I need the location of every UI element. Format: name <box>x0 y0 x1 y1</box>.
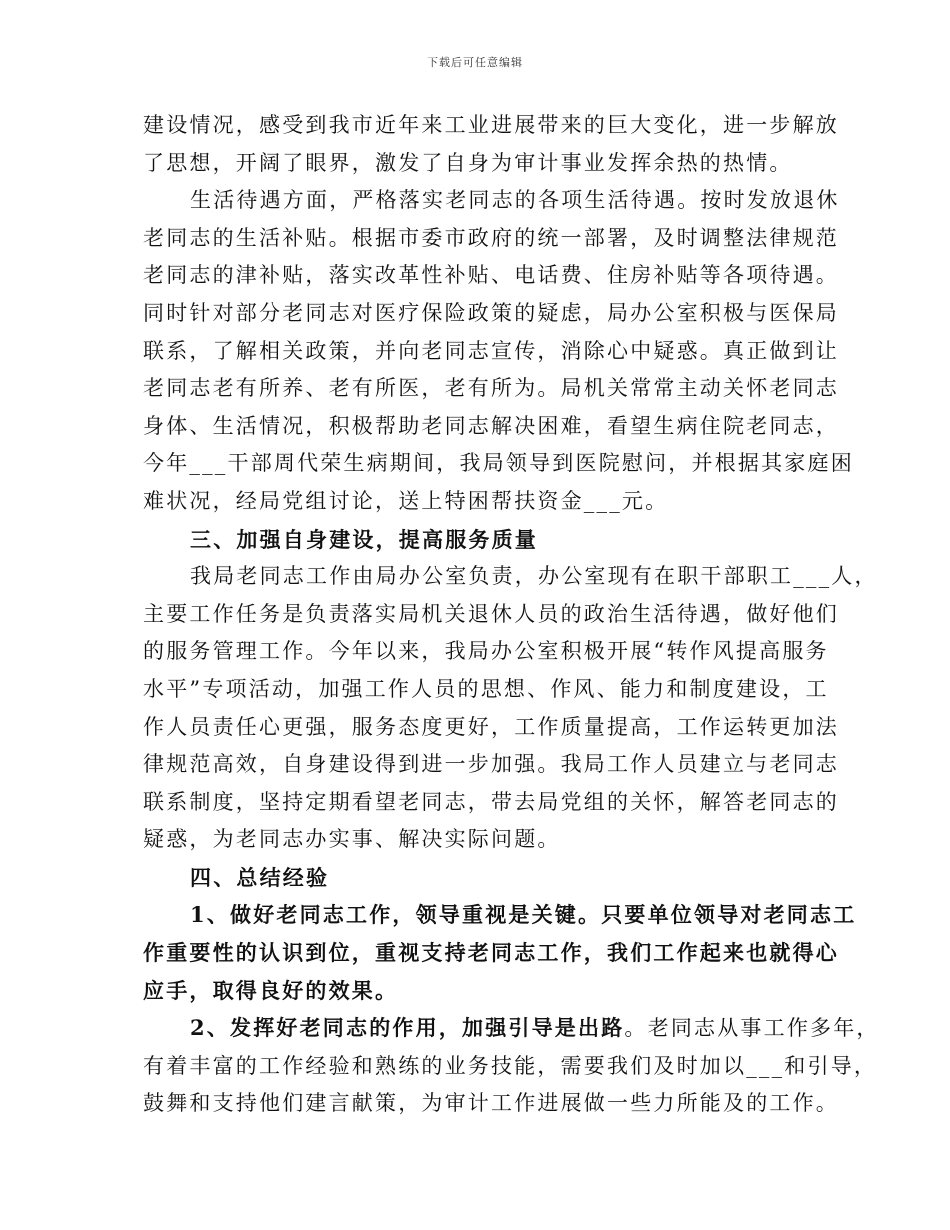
paragraph-experience-2 <box>143 1009 880 1123</box>
paragraph-living-benefits <box>143 182 854 520</box>
text-line: 今年___干部周代荣生病期间，我局领导到医院慰问，并根据其家庭困 <box>143 451 854 476</box>
text-line: 疑惑，为老同志办实事、解决实际问题。 <box>143 827 561 852</box>
page-header: 下载后可任意编辑 <box>427 56 523 69</box>
text-line: 1、做好老同志工作，领导重视是关键。只要单位领导对老同志工 <box>190 902 857 928</box>
section-heading-4: 四、总结经验 <box>190 864 330 890</box>
paragraph-self-building <box>143 558 878 859</box>
text-line: 联系，了解相关政策，并向老同志宣传，消除心中疑惑。真正做到让 <box>143 338 839 363</box>
text-line: 有着丰富的工作经验和熟练的业务技能，需要我们及时加以___和引导， <box>143 1053 878 1078</box>
text-line: 建设情况，感受到我市近年来工业进展带来的巨大变化，进一步解放 <box>143 113 839 137</box>
text-line: 作重要性的认识到位，重视支持老同志工作，我们工作起来也就得心 <box>143 940 839 966</box>
text-line: 主要工作任务是负责落实局机关退休人员的政治生活待遇，做好他们 <box>143 601 839 626</box>
text-line: 老同志的津补贴，落实改革性补贴、电话费、住房补贴等各项待遇。 <box>143 263 839 288</box>
text-line: 身体、生活情况，积极帮助老同志解决困难，看望生病住院老同志， <box>143 413 839 438</box>
text-line: 应手，取得良好的效果。 <box>143 977 399 1003</box>
text-line: 老同志的生活补贴。根据市委市政府的统一部署，及时调整法律规范 <box>143 225 839 250</box>
text-line: 同时针对部分老同志对医疗保险政策的疑虑，局办公室积极与医保局 <box>143 300 839 325</box>
text-line: 作人员责任心更强，服务态度更好，工作质量提高，工作运转更加法 <box>143 714 839 739</box>
bold-lead: 2、发挥好老同志的作用，加强引导是出路 <box>190 1015 625 1041</box>
text-line: 难状况，经局党组讨论，送上特困帮扶资金___元。 <box>143 488 669 513</box>
text-line: 水平”专项活动，加强工作人员的思想、作风、能力和制度建设，工 <box>143 676 829 701</box>
text-rest: 。老同志从事工作多年， <box>624 1016 880 1041</box>
text-line: 我局老同志工作由局办公室负责，办公室现有在职干部职工___人， <box>190 564 878 589</box>
text-line <box>143 1009 880 1048</box>
text-line: 联系制度，坚持定期看望老同志，带去局党组的关怀，解答老同志的 <box>143 789 839 814</box>
text-line: 律规范高效，自身建设得到进一步加强。我局工作人员建立与老同志 <box>143 752 839 777</box>
paragraph-construction <box>143 107 839 182</box>
text-line: 了思想，开阔了眼界，激发了自身为审计事业发挥余热的热情。 <box>143 150 793 175</box>
text-line: 鼓舞和支持他们建言献策，为审计工作进展做一些力所能及的工作。 <box>143 1091 839 1116</box>
text-line: 老同志老有所养、老有所医，老有所为。局机关常常主动关怀老同志 <box>143 376 839 401</box>
paragraph-experience-1 <box>143 896 857 1009</box>
section-heading-3: 三、加强自身建设，提高服务质量 <box>190 526 538 552</box>
text-line: 的服务管理工作。今年以来，我局办公室积极开展“转作风提高服务 <box>143 639 829 664</box>
document-body <box>143 107 880 1123</box>
text-line: 生活待遇方面，严格落实老同志的各项生活待遇。按时发放退休 <box>190 188 840 213</box>
